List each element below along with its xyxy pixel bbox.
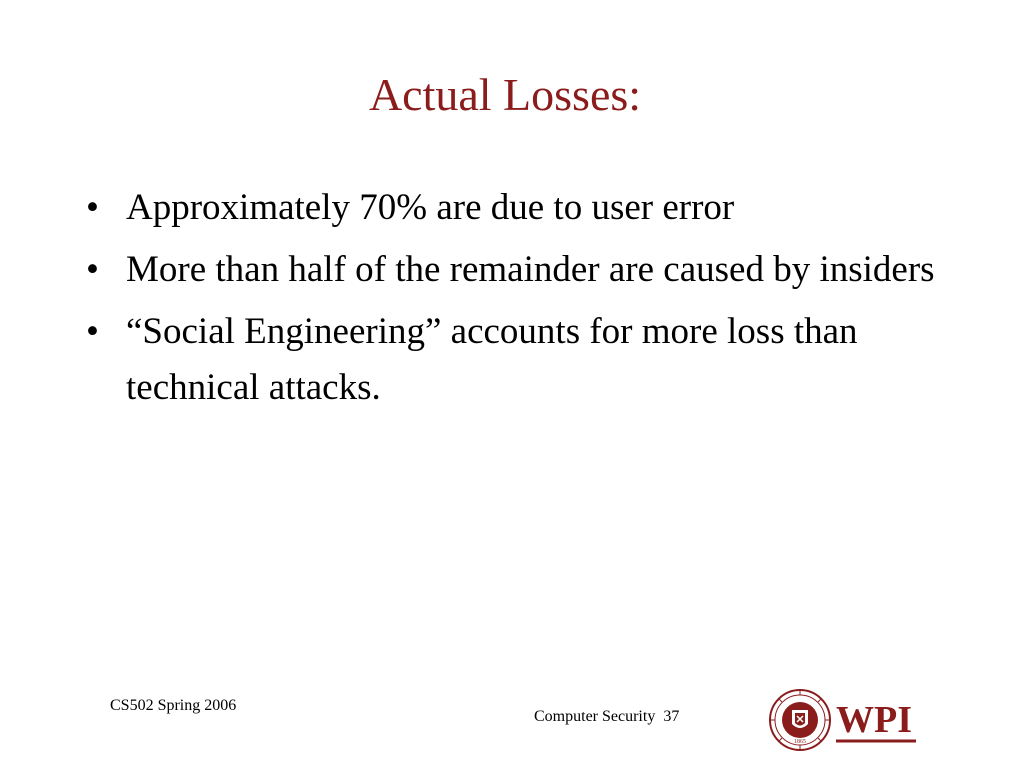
bullet-text: Approximately 70% are due to user error [126,187,735,228]
bullet-text: “Social Engineering” accounts for more loss than technical attacks. [126,311,858,408]
wpi-seal-icon [770,690,830,750]
wpi-wordmark: WPI [836,699,912,741]
bullet-item [86,180,966,236]
footer-course: CS502 Spring 2006 [110,697,237,714]
wpi-logo [768,688,920,752]
bullet-item [86,242,966,298]
bullet-list [86,180,966,422]
bullet-icon: • [86,311,99,352]
bullet-icon: • [86,249,99,290]
bullet-item [86,304,966,416]
svg-text:1865: 1865 [794,739,806,745]
bullet-icon: • [86,187,99,228]
slide-title: Actual Losses: [368,69,642,120]
bullet-text: More than half of the remainder are caused by insiders [126,249,935,290]
footer-subject [534,707,679,727]
page-number: 37 [663,708,680,725]
footer-subject-text: Computer Security [534,708,656,725]
